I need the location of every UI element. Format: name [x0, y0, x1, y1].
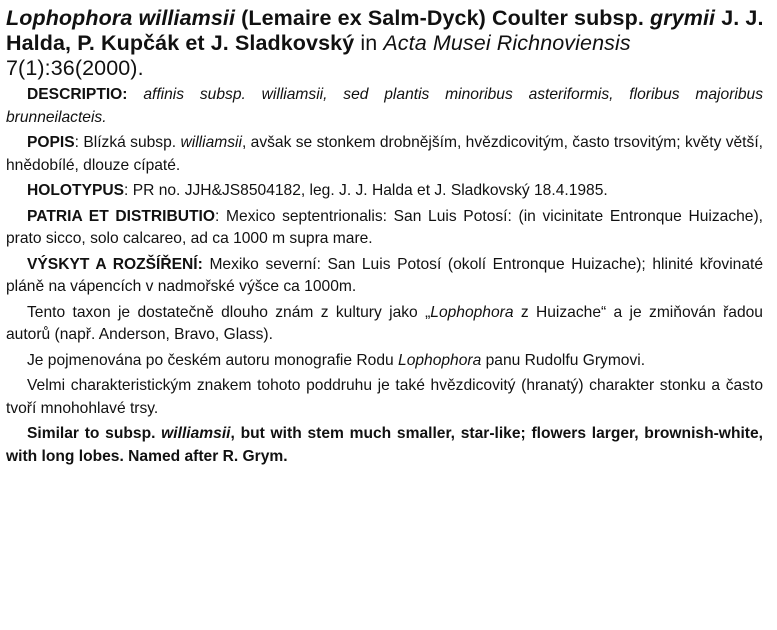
holotypus-text: : PR no. JJH&JS8504182, leg. J. J. Halda et J. Sladkovský 18.4.1985.: [124, 182, 608, 199]
paragraph-english-summary: [6, 423, 767, 468]
paragraph-culture: [6, 302, 767, 347]
named-pre: Je pojmenována po českém autoru monografie Rodu: [27, 351, 399, 369]
named-post: panu Rudolfu Grymovi.: [481, 351, 646, 369]
paragraph-patria: [6, 206, 767, 251]
title-sub-authors: J. J. Halda, P. Kupčák et J. Sladkovský: [6, 6, 764, 55]
named-taxon: Lophophora: [398, 351, 482, 369]
paragraph-character: [6, 375, 767, 420]
english-post: , but with stem much smaller, star-like; flowers larger, brownish-white, with long lobes. Named after R. Grym.: [6, 425, 763, 465]
vyskyt-text: Mexiko severní: San Luis Potosí (okolí Entronque Huizache); hlinité křovinaté pláně na vápencích v nadmořské výšce ca 1000m.: [6, 255, 764, 295]
patria-text: : Mexico septentrionalis: San Luis Potosí: (in vicinitate Entronque Huizache), prato sicco, solo calcareo, ad ca 1000 m supra mare.: [6, 207, 763, 247]
english-taxon: williamsii: [161, 425, 231, 442]
vyskyt-label: VÝSKYT A ROZŠÍŘENÍ:: [27, 255, 203, 273]
paragraph-descriptio: [6, 84, 767, 129]
culture-pre: Tento taxon je dostatečně dlouho znám z kultury jako „: [27, 303, 431, 321]
culture-taxon: Lophophora: [430, 303, 514, 321]
title-in: in: [354, 31, 384, 55]
paragraph-named: [6, 350, 767, 373]
paragraph-vyskyt: [6, 254, 767, 299]
title-genus-species: Lophophora williamsii: [6, 6, 236, 30]
popis-taxon: williamsii: [180, 134, 242, 151]
patria-label: PATRIA ET DISTRIBUTIO: [27, 207, 216, 225]
popis-post: , avšak se stonkem drobnějším, hvězdicovitým, často trsovitým; květy větší, hnědobílé, dlouze cípaté.: [6, 134, 763, 174]
english-pre: Similar to subsp.: [27, 425, 162, 442]
culture-post: z Huizache“ a je zmiňován řadou autorů (např. Anderson, Bravo, Glass).: [6, 303, 763, 343]
title-subspecies: grymii: [650, 6, 716, 30]
popis-pre: : Blízká subsp.: [74, 134, 181, 151]
descriptio-text: affinis subsp. williamsii, sed plantis minoribus asteriformis, floribus majoribus brunneilacteis.: [6, 86, 763, 126]
descriptio-label: DESCRIPTIO:: [27, 86, 128, 103]
title-journal: Acta Musei Richnoviensis: [383, 31, 631, 55]
popis-label: POPIS: [27, 134, 75, 151]
paragraph-holotypus: [6, 180, 767, 203]
character-text: Velmi charakteristickým znakem tohoto poddruhu je také hvězdicovitý (hranatý) charakter stonku a často tvoří mnohohlavé trsy.: [6, 377, 763, 417]
holotypus-label: HOLOTYPUS: [27, 182, 125, 199]
title-citation: 7(1):36(2000).: [6, 56, 144, 80]
title-authors: (Lemaire ex Salm-Dyck) Coulter subsp.: [235, 6, 644, 30]
taxon-title: [6, 6, 767, 81]
paragraph-popis: [6, 132, 767, 177]
